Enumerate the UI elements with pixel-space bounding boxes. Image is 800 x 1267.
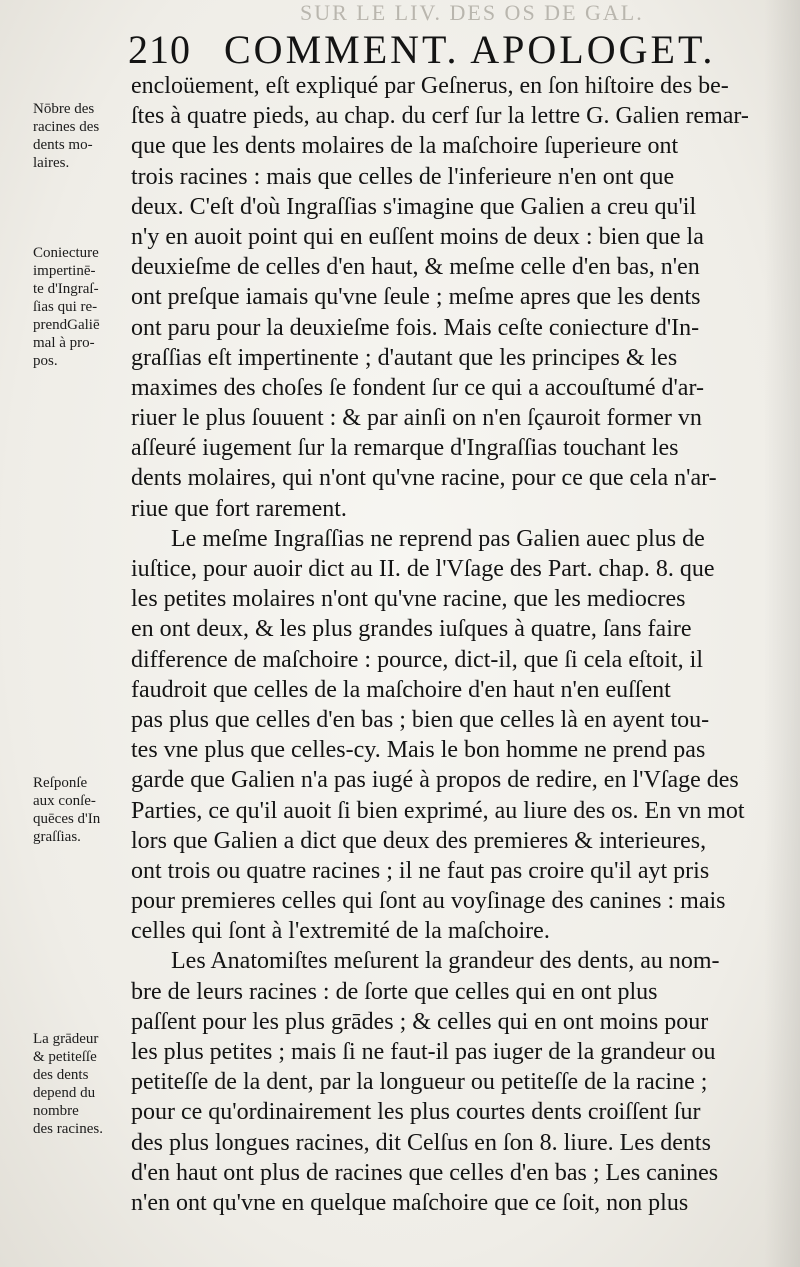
margin-note-line: mal à pro- <box>33 335 95 351</box>
text-line: iuſtice, pour auoir dict au II. de l'Vſage des Part. chap. 8. que <box>131 556 715 582</box>
text-line: dents molaires, qui n'ont qu'vne racine, pour ce que cela n'ar- <box>131 465 717 492</box>
text-line: petiteſſe de la dent, par la longueur ou petiteſſe de la racine ; <box>131 1069 708 1096</box>
margin-note-line: des dents <box>33 1067 89 1083</box>
text-line: lors que Galien a dict que deux des premieres & interieures, <box>131 827 707 854</box>
text-line: ont trois ou quatre racines ; il ne faut pas croire qu'il ayt pris <box>131 857 710 884</box>
margin-note-line: racines des <box>33 119 100 135</box>
text-line: ſtes à quatre pieds, au chap. du cerf ſur la lettre G. Galien remar- <box>131 103 749 130</box>
text-line: riue que fort rarement. <box>131 495 347 522</box>
text-line: tes vne plus que celles-cy. Mais le bon homme ne prend pas <box>131 737 706 764</box>
margin-note-3 <box>33 774 128 846</box>
text-line: ont preſque iamais qu'vne ſeule ; meſme apres que les dents <box>131 284 701 311</box>
margin-note-line: aux conſe- <box>33 793 96 809</box>
text-line: pas plus que celles d'en bas ; bien que celles là en ayent tou- <box>131 706 710 733</box>
text-line: deux. C'eſt d'où Ingraſſias s'imagine que Galien a creu qu'il <box>131 193 697 220</box>
page-number: 210 <box>128 27 191 72</box>
text-line: maximes des choſes ſe fondent ſur ce qui a accouſtumé d'ar- <box>131 374 704 401</box>
margin-note-line: Nōbre des <box>33 101 95 117</box>
text-line: en ont deux, & les plus grandes iuſques à quatre, ſans faire <box>131 616 692 643</box>
text-line: difference de maſchoire : pource, dict-il, que ſi cela eſtoit, il <box>131 646 703 673</box>
margin-note-line: impertinē- <box>33 263 96 279</box>
text-line: d'en haut ont plus de racines que celles d'en bas ; Les canines <box>131 1159 719 1186</box>
text-line: pour premieres celles qui ſont au voyſinage des canines : mais <box>131 888 726 915</box>
margin-note-4 <box>33 1030 128 1138</box>
text-line: des plus longues racines, dit Celſus en ſon 8. liure. Les dents <box>131 1129 711 1156</box>
text-line: deuxieſme de celles d'en haut, & meſme celle d'en bas, n'en <box>131 254 700 281</box>
margin-note-line: nombre <box>33 1103 79 1119</box>
margin-note-line: & petiteſſe <box>33 1049 97 1065</box>
text-line: garde que Galien n'a pas iugé à propos de redire, en l'Vſage des <box>131 767 739 794</box>
text-line: graſſias eſt impertinente ; d'autant que les principes & les <box>131 344 678 371</box>
text-line: celles qui ſont à l'extremité de la maſchoire. <box>131 918 550 945</box>
text-line: Parties, ce qu'il auoit ſi bien exprimé, au liure des os. En vn mot <box>131 797 745 824</box>
body-text <box>131 71 771 1218</box>
margin-note-line: te d'Ingraſ- <box>33 281 99 297</box>
text-line: bre de leurs racines : de ſorte que celles qui en ont plus <box>131 978 658 1005</box>
text-line: n'en ont qu'vne en quelque maſchoire que ce ſoit, non plus <box>131 1189 689 1216</box>
text-line: pour ce qu'ordinairement les plus courtes dents croiſſent ſur <box>131 1099 701 1126</box>
margin-note-2 <box>33 244 128 370</box>
margin-note-line: depend du <box>33 1085 96 1101</box>
text-line: que que les dents molaires de la maſchoire ſuperieure ont <box>131 133 679 160</box>
text-line: paſſent pour les plus grādes ; & celles qui en ont moins pour <box>131 1008 709 1035</box>
text-line: les petites molaires n'ont qu'vne racine, que les mediocres <box>131 586 686 613</box>
text-line: trois racines : mais que celles de l'inferieure n'en ont que <box>131 163 675 190</box>
margin-note-line: prendGaliē <box>33 317 100 333</box>
margin-note-line: quēces d'In <box>33 811 101 827</box>
margin-note-line: Reſponſe <box>33 775 88 791</box>
margin-note-line: pos. <box>33 353 58 369</box>
text-line: aſſeuré iugement ſur la remarque d'Ingraſſias touchant les <box>131 435 679 462</box>
text-line-paragraph-start: Les Anatomiſtes meſurent la grandeur des dents, au nom- <box>171 948 720 975</box>
margin-note-line: des racines. <box>33 1121 103 1137</box>
bleed-through-text: SUR LE LIV. DES OS DE GAL. <box>300 0 644 25</box>
text-line: riuer le plus ſouuent : & par ainſi on n'en ſçauroit former vn <box>131 405 702 432</box>
margin-note-line: Coniecture <box>33 245 99 261</box>
text-line: faudroit que celles de la maſchoire d'en haut n'en euſſent <box>131 676 671 703</box>
text-line-paragraph-start: Le meſme Ingraſſias ne reprend pas Galien auec plus de <box>171 525 705 552</box>
text-line: encloüement, eſt expliqué par Geſnerus, en ſon hiſtoire des be- <box>131 73 729 99</box>
margin-note-line: dents mo- <box>33 137 93 153</box>
text-line: les plus petites ; mais ſi ne faut-il pas iuger de la grandeur ou <box>131 1039 716 1065</box>
margin-note-1 <box>33 100 128 172</box>
margin-note-line: graſſias. <box>33 829 81 845</box>
page-edge-shadow <box>764 0 800 1267</box>
margin-note-line: ſias qui re- <box>33 299 98 315</box>
running-title: COMMENT. APOLOGET. <box>224 27 716 72</box>
running-header <box>128 26 768 74</box>
margin-note-line: laires. <box>33 155 70 171</box>
text-line: n'y en auoit point qui en euſſent moins de deux : bien que la <box>131 223 704 250</box>
margin-note-line: La grādeur <box>33 1031 99 1047</box>
text-line: ont paru pour la deuxieſme fois. Mais ceſte coniecture d'In- <box>131 314 700 341</box>
